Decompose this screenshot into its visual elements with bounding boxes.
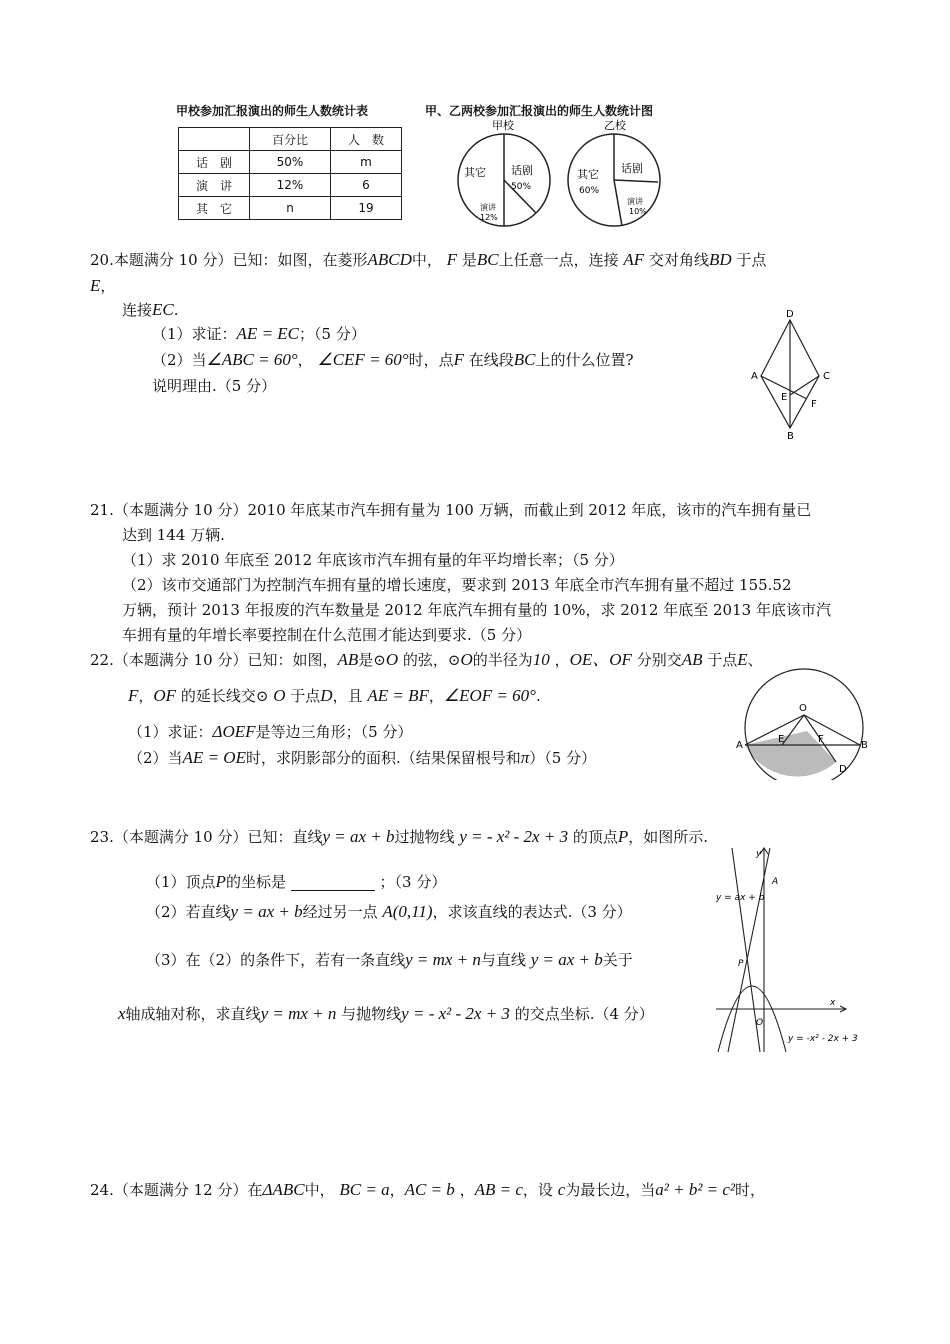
q24-line-1: 24.（本题满分 12 分）在ΔABC中， BC = a，AC = b ，AB = c，设 c为最长边，当a² + b² = c²时， <box>90 1180 766 1199</box>
table-cell: 19 <box>331 197 402 220</box>
fig-label: B <box>787 431 794 440</box>
fig-label: A <box>751 371 758 382</box>
q22-part-1: （1）求证：ΔOEF是等边三角形；（5 分） <box>128 722 413 741</box>
q23-part-1: （1）顶点P的坐标是 ；（3 分） <box>146 872 447 891</box>
pie-a <box>458 134 550 226</box>
q20-part-2: （2）当∠ABC = 60°， ∠CEF = 60°时，点F 在线段BC上的什么位置? <box>152 350 634 369</box>
pie-label: 话剧 <box>621 162 643 175</box>
table-row <box>179 174 402 197</box>
rhombus-figure <box>748 306 840 440</box>
pie-caption: 甲、乙两校参加汇报演出的师生人数统计图 <box>425 104 654 118</box>
fig-label: E <box>778 734 785 745</box>
table-caption: 甲校参加汇报演出的师生人数统计表 <box>176 104 369 118</box>
table-row <box>179 197 402 220</box>
q20-line-1-cont: E， <box>90 276 116 295</box>
table-cell: 演 讲 <box>179 174 250 197</box>
pie-a-title: 甲校 <box>492 119 514 132</box>
fig-label: y = -x² - 2x + 3 <box>788 1034 858 1044</box>
fig-label: D <box>786 309 794 320</box>
pie-b <box>568 134 660 226</box>
pie-label: 演讲 <box>627 197 643 206</box>
pie-label: 其它 <box>577 168 599 181</box>
table-cell: 话 剧 <box>179 151 250 174</box>
q22-line-1: 22.（本题满分 10 分）已知：如图，AB是⊙O 的弦，⊙O的半径为10 ，OE、OF 分别交AB 于点E、 <box>90 650 763 669</box>
pie-label: 话剧 <box>511 164 533 177</box>
fig-label: F <box>811 399 817 410</box>
q22-line-2: F，OF 的延长线交⊙ O 于点D，且 AE = BF，∠EOF = 60°. <box>128 686 541 705</box>
table-header-cell: 人 数 <box>331 128 402 151</box>
pie-b-title: 乙校 <box>604 119 626 132</box>
fig-label: E <box>781 392 788 403</box>
fig-label: C <box>823 371 830 382</box>
fig-label: A <box>736 740 743 751</box>
table-cell: 其 它 <box>179 197 250 220</box>
q20-part-1: （1）求证：AE = EC；（5 分） <box>152 324 366 343</box>
pie-label: 演讲 <box>480 203 496 212</box>
circle-figure <box>736 668 870 780</box>
fig-label: y <box>756 849 762 859</box>
q23-part-3: （3）在（2）的条件下，若有一条直线y = mx + n与直线 y = ax + b关于 <box>146 950 633 969</box>
q21-line-1: 21.（本题满分 10 分）2010 年底某市汽车拥有量为 100 万辆，而截止到 2012 年底，该市的汽车拥有量已 <box>90 501 812 519</box>
pie-label: 其它 <box>464 166 486 179</box>
pie-label: 12% <box>480 213 498 222</box>
fig-label: D <box>839 764 847 775</box>
fig-label: B <box>861 740 868 751</box>
pie-charts <box>448 116 668 232</box>
table-cell: n <box>250 197 331 220</box>
fig-label: P <box>738 959 744 969</box>
pie-label: 60% <box>579 186 600 196</box>
table-cell: 6 <box>331 174 402 197</box>
fig-label: O <box>756 1018 764 1028</box>
fig-label: O <box>799 703 807 714</box>
table-cell: 12% <box>250 174 331 197</box>
q21-part-2: （2）该市交通部门为控制汽车拥有量的增长速度，要求到 2013 年底全市汽车拥有量不超过 155.52 <box>122 576 792 594</box>
q21-part-2-end: 车拥有量的年增长率要控制在什么范围才能达到要求.（5 分） <box>122 626 532 644</box>
q20-line-1: 20.本题满分 10 分）已知：如图，在菱形ABCD中， F 是BC上任意一点，连接 AF 交对角线BD 于点 <box>90 250 767 269</box>
table-row <box>179 151 402 174</box>
table-header-cell: 百分比 <box>250 128 331 151</box>
q23-part-2: （2）若直线y = ax + b经过另一点 A(0,11)，求该直线的表达式.（3 分） <box>146 902 632 921</box>
q22-part-2: （2）当AE = OE时，求阴影部分的面积.（结果保留根号和π）（5 分） <box>128 748 597 767</box>
q20-part-2-cont: 说明理由.（5 分） <box>152 377 277 395</box>
table-header-row <box>179 128 402 151</box>
stats-table <box>178 127 402 220</box>
pie-label: 50% <box>511 182 532 192</box>
pie-label: 10% <box>629 207 647 216</box>
table-cell: 50% <box>250 151 331 174</box>
fig-label: y = ax + b <box>716 893 765 903</box>
parabola-figure <box>712 840 860 1058</box>
table-cell: m <box>331 151 402 174</box>
q21-part-2-cont: 万辆，预计 2013 年报废的汽车数量是 2012 年底汽车拥有量的 10%，求 2012 年底至 2013 年底该市汽 <box>122 601 831 619</box>
q21-line-2: 达到 144 万辆. <box>122 526 225 544</box>
fig-label: F <box>818 734 824 745</box>
q20-line-2: 连接EC. <box>122 300 179 319</box>
q23-part-3-cont: x轴成轴对称，求直线y = mx + n 与抛物线y = - x² - 2x + 3 的交点坐标.（4 分） <box>118 1004 654 1023</box>
fig-label: A <box>772 877 779 887</box>
fig-label: x <box>830 998 836 1008</box>
table-header-cell <box>179 128 250 151</box>
answer-blank[interactable] <box>291 876 375 891</box>
q21-part-1: （1）求 2010 年底至 2012 年底该市汽车拥有量的年平均增长率；（5 分） <box>122 551 624 569</box>
q23-line-1: 23.（本题满分 10 分）已知：直线y = ax + b过抛物线 y = - x² - 2x + 3 的顶点P，如图所示. <box>90 827 709 846</box>
